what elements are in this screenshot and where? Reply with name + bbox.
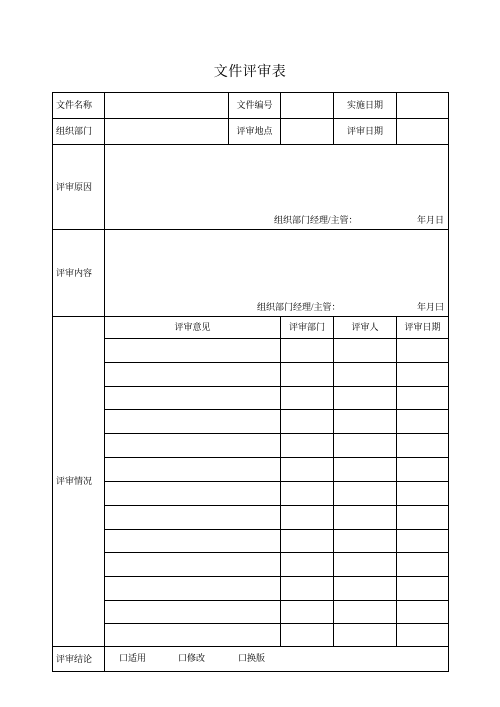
reviewer-cell — [334, 506, 397, 530]
review-opinion-cell — [105, 410, 281, 434]
table-row — [53, 506, 449, 530]
reason-label: 评审原因 — [53, 145, 105, 230]
reviewer-cell — [334, 482, 397, 506]
content-signature-label: 组织部门经理/主管： — [257, 302, 341, 312]
table-row — [53, 339, 449, 363]
reviewer-header: 评审人 — [334, 317, 397, 339]
reviewer-cell — [334, 387, 397, 410]
file-number-value — [281, 93, 334, 119]
table-row — [53, 577, 449, 601]
effective-date-label: 实施日期 — [334, 93, 397, 119]
review-dept-cell — [281, 601, 334, 624]
content-content-box — [105, 230, 449, 317]
content-label: 评审内容 — [53, 230, 105, 317]
review-date-cell — [397, 553, 449, 577]
option-applicable[interactable]: 口适用 — [119, 653, 147, 663]
reviewer-cell — [334, 601, 397, 624]
review-dept-cell — [281, 506, 334, 530]
review-header-row — [53, 317, 449, 339]
review-dept-cell — [281, 458, 334, 482]
review-date-cell — [397, 434, 449, 458]
review-opinion-cell — [105, 482, 281, 506]
reviewer-cell — [334, 553, 397, 577]
table-row — [53, 434, 449, 458]
info-row-2 — [53, 119, 449, 145]
review-date-cell — [397, 363, 449, 387]
file-name-label: 文件名称 — [53, 93, 105, 119]
review-opinion-cell — [105, 553, 281, 577]
review-date-cell — [397, 339, 449, 363]
review-location-label: 评审地点 — [229, 119, 281, 145]
review-dept-cell — [281, 434, 334, 458]
file-number-label: 文件编号 — [229, 93, 281, 119]
review-opinion-cell — [105, 363, 281, 387]
review-dept-cell — [281, 339, 334, 363]
review-opinion-cell — [105, 577, 281, 601]
reviewer-cell — [334, 434, 397, 458]
review-dept-cell — [281, 363, 334, 387]
table-row — [53, 624, 449, 647]
option-revise[interactable]: 口修改 — [178, 653, 206, 663]
review-opinion-cell — [105, 434, 281, 458]
review-opinion-cell — [105, 339, 281, 363]
review-date-value — [397, 119, 449, 145]
reviewer-cell — [334, 458, 397, 482]
review-date-cell — [397, 458, 449, 482]
review-opinion-header: 评审意见 — [105, 317, 281, 339]
review-opinion-cell — [105, 530, 281, 553]
review-opinion-cell — [105, 458, 281, 482]
review-date-cell — [397, 410, 449, 434]
review-opinion-cell — [105, 387, 281, 410]
info-row-1 — [53, 93, 449, 119]
review-situation-label: 评审情况 — [53, 317, 105, 647]
review-dept-cell — [281, 577, 334, 601]
review-dept-cell — [281, 624, 334, 647]
table-row — [53, 553, 449, 577]
reviewer-cell — [334, 530, 397, 553]
conclusion-label: 评审结论 — [53, 647, 105, 672]
effective-date-value — [397, 93, 449, 119]
review-date-cell — [397, 601, 449, 624]
review-date-cell — [397, 387, 449, 410]
review-date-header: 评审日期 — [397, 317, 449, 339]
table-row — [53, 387, 449, 410]
review-date-cell — [397, 577, 449, 601]
review-location-value — [281, 119, 334, 145]
review-dept-header: 评审部门 — [281, 317, 334, 339]
review-date-cell — [397, 482, 449, 506]
review-date-cell — [397, 506, 449, 530]
table-row — [53, 363, 449, 387]
reason-signature-label: 组织部门经理/主管： — [274, 215, 358, 225]
review-opinion-cell — [105, 624, 281, 647]
review-opinion-cell — [105, 601, 281, 624]
organizing-dept-label: 组织部门 — [53, 119, 105, 145]
reviewer-cell — [334, 363, 397, 387]
reviewer-cell — [334, 410, 397, 434]
option-new-version[interactable]: 口换版 — [238, 653, 266, 663]
review-date-cell — [397, 530, 449, 553]
review-dept-cell — [281, 387, 334, 410]
review-dept-cell — [281, 530, 334, 553]
reason-date-label: 年月日 — [417, 215, 445, 225]
table-row — [53, 410, 449, 434]
file-name-value — [105, 93, 229, 119]
page-title: 文件评审表 — [213, 63, 287, 79]
table-row — [53, 482, 449, 506]
reason-row — [53, 145, 449, 230]
conclusion-options — [105, 647, 449, 672]
table-row — [53, 530, 449, 553]
table-row — [53, 458, 449, 482]
review-dept-cell — [281, 553, 334, 577]
review-dept-cell — [281, 410, 334, 434]
review-opinion-cell — [105, 506, 281, 530]
content-row — [53, 230, 449, 317]
review-dept-cell — [281, 482, 334, 506]
review-date-cell — [397, 624, 449, 647]
review-form-table — [52, 92, 449, 672]
reason-content-box — [105, 145, 449, 230]
reviewer-cell — [334, 339, 397, 363]
reviewer-cell — [334, 624, 397, 647]
conclusion-row — [53, 647, 449, 672]
content-date-label: 年月曰 — [417, 302, 445, 312]
review-date-label: 评审日期 — [334, 119, 397, 145]
organizing-dept-value — [105, 119, 229, 145]
table-row — [53, 601, 449, 624]
reviewer-cell — [334, 577, 397, 601]
